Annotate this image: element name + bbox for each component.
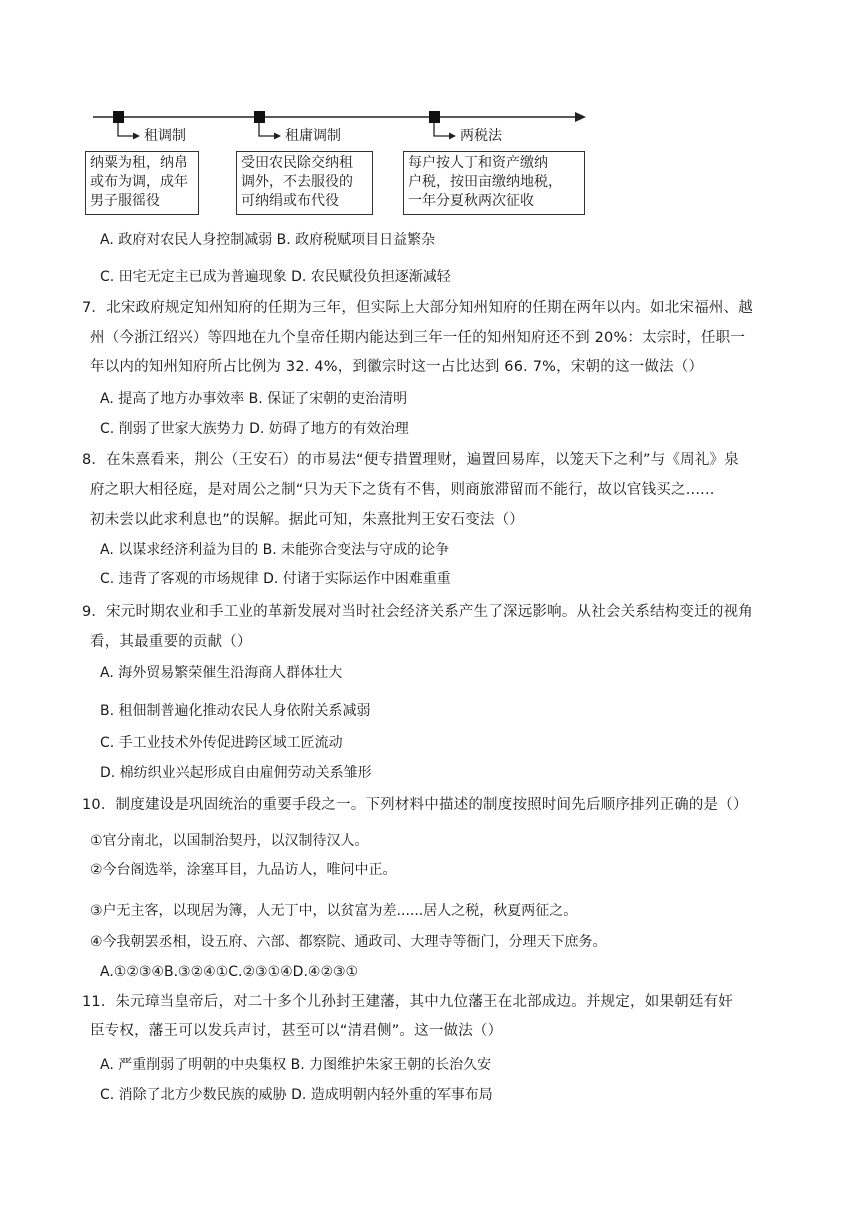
q8-option-ab: A. 以谋求经济利益为目的 B. 未能弥合变法与守成的论争 bbox=[100, 542, 450, 558]
timeline-label-1: 租调制 bbox=[144, 128, 186, 144]
q6-option-ab: A. 政府对农民人身控制减弱 B. 政府税赋项目日益繁杂 bbox=[100, 232, 436, 248]
timeline-label-3: 两税法 bbox=[460, 128, 502, 144]
q11-option-ab: A. 严重削弱了明朝的中央集权 B. 力图维护朱家王朝的长治久安 bbox=[100, 1057, 492, 1073]
timeline-arrow-icon bbox=[575, 112, 586, 122]
timeline-box-3: 每户按人丁和资产缴纳 户税，按田亩缴纳地税， 一年分夏秋两次征收 bbox=[403, 151, 585, 215]
timeline-box-2: 受田农民除交纳租 调外，不去服役的 可纳绢或布代役 bbox=[236, 151, 373, 215]
q8-stem-line-1: 8．在朱熹看来，荆公（王安石）的市易法“便专措置理财，遍置回易库，以笼天下之利”与《周礼》泉 bbox=[82, 452, 739, 468]
q9-stem-line-2: 看，其最重要的贡献（） bbox=[90, 634, 252, 650]
q8-option-cd: C. 违背了客观的市场规律 D. 付诸于实际运作中困难重重 bbox=[100, 571, 451, 587]
timeline-marker-1 bbox=[113, 111, 124, 123]
q6-option-cd: C. 田宅无定主已成为普遍现象 D. 农民赋役负担逐渐减轻 bbox=[100, 269, 451, 285]
timeline-marker-2 bbox=[254, 111, 265, 123]
q8-stem-line-3: 初未尝以此求利息也”的误解。据此可知，朱熹批判王安石变法（） bbox=[90, 512, 525, 528]
q7-stem-line-3: 年以内的知州知府所占比例为 32. 4%，到徽宗时这一占比达到 66. 7%，宋朝的这一做法（） bbox=[90, 359, 704, 375]
q10-stem: 10．制度建设是巩固统治的重要手段之一。下列材料中描述的制度按照时间先后顺序排列正确的是（） bbox=[82, 797, 748, 813]
q7-option-cd: C. 削弱了世家大族势力 D. 妨碍了地方的有效治理 bbox=[100, 421, 409, 437]
q9-option-c: C. 手工业技术外传促进跨区域工匠流动 bbox=[100, 735, 343, 751]
q10-material-2: ②今台阁选举，涂塞耳目，九品访人，唯问中正。 bbox=[90, 862, 397, 878]
timeline-label-2: 租庸调制 bbox=[285, 128, 341, 144]
q11-stem-line-1: 11．朱元璋当皇帝后，对二十多个儿孙封王建藩，其中九位藩王在北部成边。并规定，如果朝廷有奸 bbox=[82, 994, 733, 1010]
timeline-marker-3 bbox=[429, 111, 440, 123]
q11-stem-line-2: 臣专权，藩王可以发兵声讨，甚至可以“清君侧”。这一做法（） bbox=[90, 1023, 503, 1039]
q9-option-d: D. 棉纺织业兴起形成自由雇佣劳动关系雏形 bbox=[100, 765, 372, 781]
q7-stem-line-1: 7．北宋政府规定知州知府的任期为三年，但实际上大部分知州知府的任期在两年以内。如北宋福州、越 bbox=[82, 300, 753, 316]
q7-stem-line-2: 州（今浙江绍兴）等四地在九个皇帝任期内能达到三年一任的知州知府还不到 20%：太宗时，任职一 bbox=[90, 330, 746, 346]
q10-material-3: ③户无主客，以现居为簿，人无丁中，以贫富为差......居人之税，秋夏两征之。 bbox=[90, 903, 578, 919]
q7-option-ab: A. 提高了地方办事效率 B. 保证了宋朝的吏治清明 bbox=[100, 391, 408, 407]
q9-option-a: A. 海外贸易繁荣催生沿海商人群体壮大 bbox=[100, 665, 343, 681]
q10-material-4: ④今我朝罢丞相，设五府、六部、都察院、通政司、大理寺等衙门，分理天下庶务。 bbox=[90, 934, 607, 950]
q8-stem-line-2: 府之职大相径庭，是对周公之制“只为天下之货有不售，则商旅滞留而不能行，故以官钱买之...... bbox=[90, 482, 715, 498]
q10-options: A.①②③④B.③②④①C.②③①④D.④②③① bbox=[100, 964, 359, 980]
q10-material-1: ①官分南北，以国制治契丹，以汉制待汉人。 bbox=[90, 833, 369, 849]
q11-option-cd: C. 消除了北方少数民族的威胁 D. 造成明朝内轻外重的军事布局 bbox=[100, 1087, 493, 1103]
q9-stem-line-1: 9．宋元时期农业和手工业的革新发展对当时社会经济关系产生了深远影响。从社会关系结构变迁的视角 bbox=[82, 604, 753, 620]
q9-option-b: B. 租佃制普遍化推动农民人身依附关系减弱 bbox=[100, 703, 371, 719]
timeline-box-1: 纳粟为租，纳帛 或布为调，成年 男子服徭役 bbox=[85, 151, 199, 215]
